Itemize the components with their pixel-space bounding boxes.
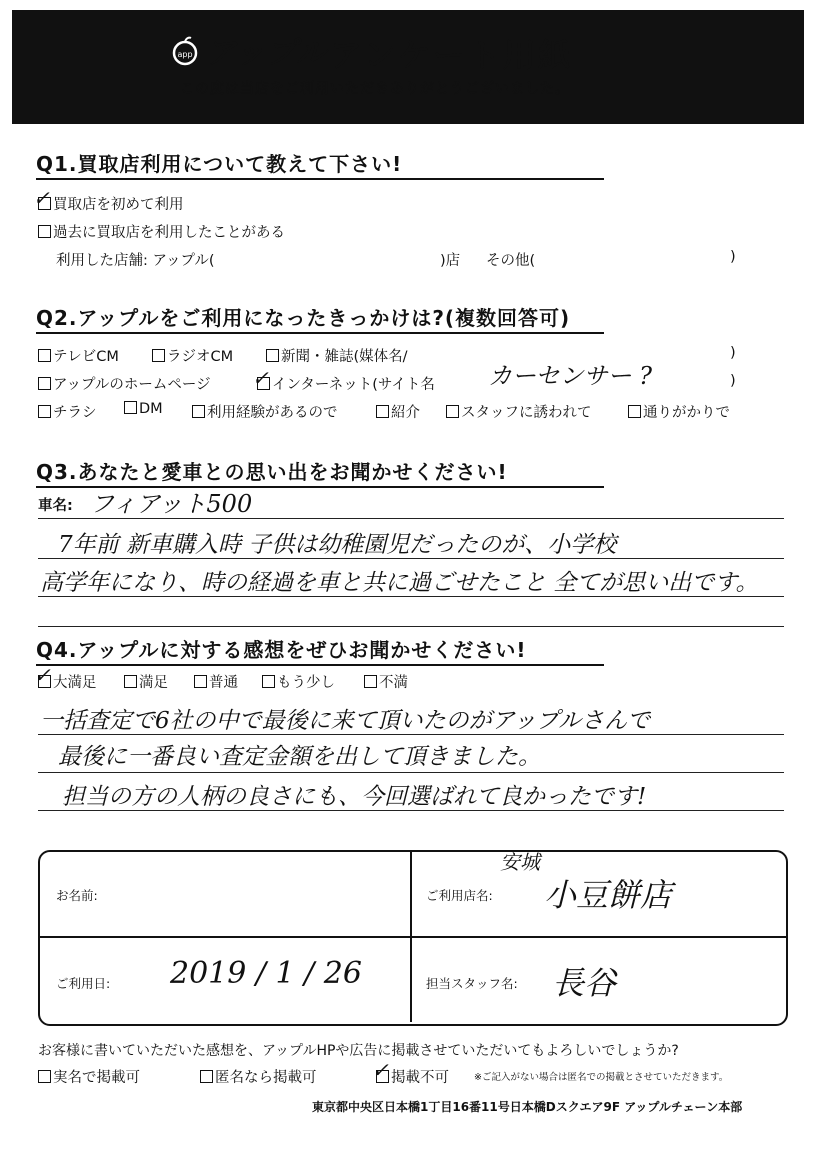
checkbox[interactable] [266,349,279,362]
q2-heading: Q2.アップルをご利用になったきっかけは?(複数回答可) [36,306,571,330]
checkbox[interactable] [38,405,51,418]
checkbox[interactable] [262,675,275,688]
q1-option-used-before[interactable]: 過去に買取店を利用したことがある [38,221,285,242]
q3-answer-line-2[interactable]: 高学年になり、時の経過を車と共に過ごせたこと 全てが思い出です。 [40,570,759,596]
q4-answer-line-1[interactable]: 一括査定で6社の中で最後に来て頂いたのがアップルさんで [40,708,651,734]
checkbox[interactable] [194,675,207,688]
checkbox[interactable] [38,377,51,390]
answer-rule [38,596,784,597]
q4-option-dissatisfied[interactable]: 不満 [364,671,408,692]
q4-answer-line-3[interactable]: 担当の方の人柄の良さにも、今回選ばれて良かったです! [62,784,647,810]
q1-other-label: その他( [486,253,536,269]
footer-address: 東京都中央区日本橋1丁目16番11号日本橋Dスクエア9F アップルチェーン本部 [312,1100,743,1114]
answer-rule [38,734,784,735]
store-label: ご利用店名: [426,888,493,903]
consent-question: お客様に書いていただいた感想を、アップルHPや広告に掲載させていただいてもよろしいでしょうか? [38,1043,679,1059]
car-name-label: 車名: [38,498,73,514]
q4-option-very-satisfied[interactable]: 大満足 [38,671,97,692]
checkbox[interactable] [124,675,137,688]
checkbox[interactable] [124,401,137,414]
q2-option-referral[interactable]: 紹介 [376,401,420,422]
form-title: アンケート用紙 [330,36,574,74]
store-value[interactable]: 小豆餅店 [544,876,673,914]
answer-rule [38,558,784,559]
answer-rule [38,626,784,627]
q2-option-flyer[interactable]: チラシ [38,401,97,422]
car-name-value[interactable]: フィアット500 [90,490,253,518]
checkbox[interactable] [628,405,641,418]
info-divider-horizontal [40,936,786,938]
q4-option-satisfied[interactable]: 満足 [124,671,168,692]
date-label: ご利用日: [56,976,111,991]
q2-option-experience[interactable]: 利用経験があるので [192,401,338,422]
q2-option-passing[interactable]: 通りがかりで [628,401,730,422]
check-mark-icon: ✓ [34,663,51,687]
apple-logo-icon [170,36,200,66]
q2-close-paren: ) [730,345,736,361]
q4-underline [36,664,604,666]
q3-heading: Q3.あなたと愛車との思い出をお聞かせください! [36,460,508,484]
q1-option-first-time[interactable]: 買取店を初めて利用 [38,193,184,214]
q1-store-label: 利用した店舗: アップル( [56,253,215,269]
checkbox[interactable] [364,675,377,688]
checkbox[interactable] [376,405,389,418]
checkbox[interactable] [446,405,459,418]
svg-text:app: app [177,50,193,59]
q2-option-staff[interactable]: スタッフに誘われて [446,401,592,422]
q1-underline [36,178,604,180]
check-mark-icon: ✓ [252,366,269,390]
store-value-top[interactable]: 安城 [500,850,540,874]
consent-option-anonymous[interactable]: 匿名なら掲載可 [200,1066,317,1087]
date-value[interactable]: 2019 / 1 / 26 [170,956,362,991]
q2-option-dm[interactable]: DM [124,401,163,417]
q2-underline [36,332,604,334]
q4-option-not-quite[interactable]: もう少し [262,671,335,692]
consent-option-real-name[interactable]: 実名で掲載可 [38,1066,140,1087]
brand-name: アップル [206,36,327,71]
form-subtitle: この度は当店をご利用いただきありがとうございました。 [180,81,570,97]
answer-rule [38,518,784,519]
checkbox[interactable] [38,349,51,362]
answer-rule [38,772,784,773]
q2-option-tv[interactable]: テレビCM [38,345,119,366]
q2-option-newspaper[interactable]: 新聞・雑誌(媒体名/ [266,345,408,366]
q4-option-normal[interactable]: 普通 [194,671,238,692]
q2-option-radio[interactable]: ラジオCM [152,345,233,366]
q3-answer-line-1[interactable]: 7年前 新車購入時 子供は幼稚園児だったのが、小学校 [58,532,617,558]
checkbox[interactable] [38,225,51,238]
handwritten-site-name: カーセンサー ? [488,362,653,390]
q2-option-homepage[interactable]: アップルのホームページ [38,373,211,394]
q4-heading: Q4.アップルに対する感想をぜひお聞かせください! [36,638,527,662]
q1-store-suffix: )店 [440,253,461,269]
customer-info-box [38,850,788,1026]
checkbox[interactable] [152,349,165,362]
checkbox[interactable] [38,1070,51,1083]
q2-option-internet[interactable]: インターネット(サイト名 [257,373,435,394]
check-mark-icon: ✓ [33,186,50,210]
q4-answer-line-2[interactable]: 最後に一番良い査定金額を出して頂きました。 [58,744,541,770]
name-label: お名前: [56,888,98,903]
q2-close-paren-2: ) [730,373,736,389]
consent-note: ※ご記入がない場合は匿名での掲載とさせていただきます。 [474,1072,729,1083]
q1-close-paren: ) [730,249,736,265]
checkbox[interactable] [192,405,205,418]
answer-rule [38,810,784,811]
staff-label: 担当スタッフ名: [426,976,518,991]
staff-value[interactable]: 長谷 [552,964,617,1002]
check-mark-icon: ✓ [372,1058,389,1082]
consent-option-decline[interactable]: 掲載不可 [376,1066,449,1087]
q1-heading: Q1.買取店利用について教えて下さい! [36,152,403,176]
checkbox[interactable] [200,1070,213,1083]
